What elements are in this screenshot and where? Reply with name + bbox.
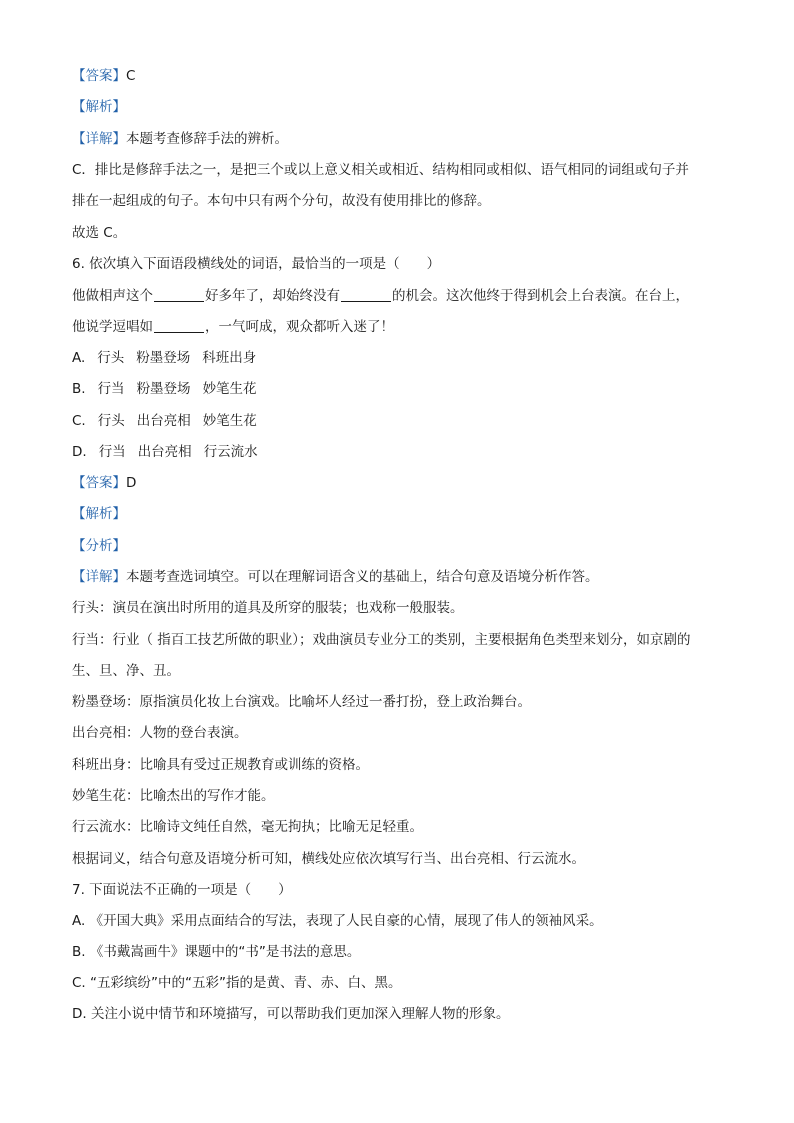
fill-blank: [341, 288, 391, 302]
question-7-option: [72, 942, 722, 962]
passage-text: 他做相声这个: [72, 288, 153, 304]
answer-tag: 【答案】: [72, 68, 126, 84]
passage-text: 他说学逗唱如: [72, 319, 153, 335]
option-word: 出台亮相: [137, 444, 192, 460]
option-word: 行当: [98, 444, 126, 460]
option-label: D.: [72, 1006, 87, 1022]
option-word: 粉墨登场: [136, 350, 191, 366]
question-6-option: [72, 442, 722, 462]
option-word: 妙笔生花: [202, 381, 257, 397]
analysis-tag: 【解析】: [72, 99, 126, 115]
option-word: 行当: [97, 381, 125, 397]
question-7-option: [72, 973, 722, 993]
question-6-option: [72, 348, 722, 368]
question-7-option: [72, 911, 722, 931]
definition-line: 生、旦、净、丑。: [72, 663, 180, 679]
option-label: C.: [72, 975, 86, 991]
option-word: 行云流水: [203, 444, 258, 460]
definition-line: 出台亮相：人物的登台表演。: [72, 725, 248, 741]
option-label: C.: [72, 413, 86, 429]
explanation-line: 排在一起组成的句子。本句中只有两个分句，故没有使用排比的修辞。: [72, 193, 491, 209]
option-label: D.: [72, 444, 87, 460]
option-text: 《书戴嵩画牛》课题中的“书”是书法的意思。: [89, 944, 361, 960]
question-6-passage-line: [72, 286, 722, 306]
option-word: 粉墨登场: [136, 381, 191, 397]
conclusion-line: 根据词义，结合句意及语境分析可知，横线处应依次填写行当、出台亮相、行云流水。: [72, 851, 585, 867]
option-text: “五彩缤纷”中的“五彩”指的是黄、青、赤、白、黑。: [90, 975, 402, 991]
option-label: B.: [72, 944, 86, 960]
detail-text: 本题考查修辞手法的辨析。: [126, 131, 288, 147]
definition-line: 科班出身：比喻具有受过正规教育或训练的资格。: [72, 757, 369, 773]
detail-text: 本题考查选词填空。可以在理解词语含义的基础上，结合句意及语境分析作答。: [126, 569, 599, 585]
question-7-option: [72, 1004, 722, 1024]
answer-line-1: [72, 66, 722, 86]
definition-line: 粉墨登场：原指演员化妆上台演戏。比喻坏人经过一番打扮，登上政治舞台。: [72, 694, 531, 710]
question-6-option: [72, 411, 722, 431]
question-6-passage-line: [72, 317, 722, 337]
detail-line-2: [72, 567, 722, 587]
option-word: 出台亮相: [136, 413, 191, 429]
fenxi-tag: 【分析】: [72, 538, 126, 554]
analysis-tag: 【解析】: [72, 506, 126, 522]
detail-tag: 【详解】: [72, 131, 126, 147]
fenxi-heading: [72, 536, 722, 556]
fill-blank: [154, 319, 204, 333]
explanation-line: 故选 C。: [72, 225, 127, 241]
question-6-stem: 6. 依次填入下面语段横线处的词语，最恰当的一项是（ ）: [72, 256, 441, 272]
definition-line: 行头：演员在演出时所用的道具及所穿的服装；也戏称一般服装。: [72, 600, 464, 616]
question-6-option: [72, 379, 722, 399]
passage-text: ，一气呵成，观众都听入迷了！: [205, 319, 394, 335]
analysis-heading-1: [72, 97, 722, 117]
passage-text: 的机会。这次他终于得到机会上台表演。在台上，: [392, 288, 689, 304]
fill-blank: [154, 288, 204, 302]
answer-line-2: [72, 473, 722, 493]
detail-line-1: [72, 129, 722, 149]
answer-value: D: [126, 475, 137, 491]
option-label: A.: [72, 350, 86, 366]
passage-text: 好多年了，却始终没有: [205, 288, 340, 304]
option-word: 科班出身: [202, 350, 257, 366]
option-text: 《开国大典》采用点面结合的写法，表现了人民自豪的心情，展现了伟人的领袖风采。: [89, 913, 603, 929]
analysis-heading-2: [72, 504, 722, 524]
answer-value: C: [126, 68, 136, 84]
definition-line: 行云流水：比喻诗文纯任自然，毫无拘执；比喻无足轻重。: [72, 819, 423, 835]
definition-line: 妙笔生花：比喻杰出的写作才能。: [72, 788, 275, 804]
option-label: B.: [72, 381, 86, 397]
option-word: 行头: [97, 350, 125, 366]
option-word: 妙笔生花: [202, 413, 257, 429]
definition-line: 行当：行业（ 指百工技艺所做的职业）；戏曲演员专业分工的类别，主要根据角色类型来划分，如京剧的: [72, 632, 691, 648]
option-label: A.: [72, 913, 86, 929]
option-word: 行头: [97, 413, 125, 429]
explanation-line: C．排比是修辞手法之一，是把三个或以上意义相关或相近、结构相同或相似、语气相同的词组或句子并: [72, 162, 689, 178]
detail-tag: 【详解】: [72, 569, 126, 585]
question-7-stem: 7. 下面说法不正确的一项是（ ）: [72, 882, 292, 898]
answer-tag: 【答案】: [72, 475, 126, 491]
option-text: 关注小说中情节和环境描写，可以帮助我们更加深入理解人物的形象。: [90, 1006, 510, 1022]
